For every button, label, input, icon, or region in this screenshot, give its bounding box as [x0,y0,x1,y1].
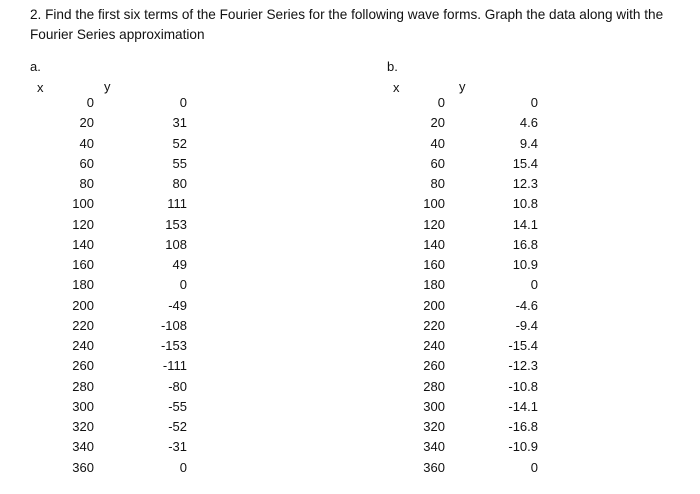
y-value-cell: -52 [168,419,187,435]
x-value-cell: 280 [423,378,445,394]
y-value-cell: -15.4 [508,338,538,354]
table-row [421,174,538,194]
table-row [421,215,538,235]
x-value-cell: 140 [72,236,94,252]
part-b-label: b. [387,59,398,74]
table-row [421,194,538,214]
y-value-cell: 15.4 [512,155,538,171]
x-value-cell: 180 [423,277,445,293]
y-value-cell: 0 [530,95,538,111]
x-value-cell: 240 [423,338,445,354]
y-value-cell: -31 [168,439,187,455]
y-value-cell: -9.4 [515,317,538,333]
x-value-cell: 0 [86,95,94,111]
x-value-cell: 160 [72,257,94,273]
y-value-cell: 55 [172,155,187,171]
y-value-cell: -80 [168,378,187,394]
table-row [421,336,538,356]
table-row [421,113,538,133]
x-value-cell: 300 [72,398,94,414]
y-value-cell: -55 [168,398,187,414]
x-value-cell: 120 [423,216,445,232]
x-value-cell: 80 [430,176,445,192]
y-value-cell: -12.3 [508,358,538,374]
y-value-cell: 12.3 [512,176,538,192]
x-value-cell: 300 [423,398,445,414]
x-value-cell: 200 [72,297,94,313]
y-value-cell: -10.9 [508,439,538,455]
table-row [64,316,187,336]
x-value-cell: 160 [423,257,445,273]
x-value-cell: 220 [423,317,445,333]
table-row [64,134,187,154]
x-value-cell: 240 [72,338,94,354]
question-text: 2. Find the first six terms of the Fourier Series for the following wave forms. Graph the data along with the Fourier Series approximation [30,7,664,42]
table-row [421,93,538,113]
x-value-cell: 340 [72,439,94,455]
table-row [64,275,187,295]
table-row [64,194,187,214]
x-value-cell: 100 [423,196,445,212]
x-value-cell: 0 [437,95,445,111]
x-value-cell: 20 [430,115,445,131]
y-value-cell: 14.1 [512,216,538,232]
table-row [64,215,187,235]
table-row [421,397,538,417]
table-row [64,437,187,457]
part-a-y-header: y [104,79,111,94]
table-row [421,437,538,457]
table-row [64,356,187,376]
x-value-cell: 280 [72,378,94,394]
table-row [64,154,187,174]
y-value-cell: -111 [162,358,187,374]
y-value-cell: 0 [530,277,538,293]
y-value-cell: 0 [530,459,538,475]
x-value-cell: 320 [423,419,445,435]
part-b-data-table [421,93,538,478]
x-value-cell: 60 [430,155,445,171]
y-value-cell: -49 [168,297,187,313]
part-a-label: a. [30,59,41,74]
table-row [64,377,187,397]
y-value-cell: 0 [179,95,187,111]
table-row [64,458,187,478]
x-value-cell: 360 [423,459,445,475]
table-row [64,235,187,255]
table-row [64,296,187,316]
x-value-cell: 40 [430,135,445,151]
y-value-cell: 80 [172,176,187,192]
part-b-y-header: y [459,79,466,94]
y-value-cell: 52 [172,135,187,151]
x-value-cell: 180 [72,277,94,293]
table-row [421,134,538,154]
y-value-cell: 31 [172,115,187,131]
x-value-cell: 340 [423,439,445,455]
table-row [421,154,538,174]
y-value-cell: -16.8 [508,419,538,435]
y-value-cell: 9.4 [519,135,538,151]
table-row [421,316,538,336]
y-value-cell: 153 [165,216,187,232]
x-value-cell: 260 [72,358,94,374]
table-row [421,458,538,478]
y-value-cell: 16.8 [512,236,538,252]
table-row [64,397,187,417]
y-value-cell: 108 [165,236,187,252]
table-row [64,113,187,133]
table-row [64,93,187,113]
y-value-cell: -4.6 [515,297,538,313]
x-value-cell: 80 [79,176,94,192]
table-row [421,417,538,437]
y-value-cell: 111 [167,196,187,212]
x-value-cell: 220 [72,317,94,333]
y-value-cell: -14.1 [508,398,538,414]
table-row [421,275,538,295]
table-row [421,377,538,397]
x-value-cell: 20 [79,115,94,131]
x-value-cell: 40 [79,135,94,151]
y-value-cell: 4.6 [519,115,538,131]
x-value-cell: 200 [423,297,445,313]
table-row [64,174,187,194]
x-value-cell: 100 [72,196,94,212]
x-value-cell: 140 [423,236,445,252]
table-row [64,255,187,275]
part-a-data-table [64,93,187,478]
x-value-cell: 120 [72,216,94,232]
table-row [64,417,187,437]
y-value-cell: -153 [160,338,187,354]
table-row [421,255,538,275]
x-value-cell: 320 [72,419,94,435]
y-value-cell: 49 [172,257,187,273]
y-value-cell: 10.8 [512,196,538,212]
x-value-cell: 360 [72,459,94,475]
x-value-cell: 60 [79,155,94,171]
y-value-cell: -10.8 [508,378,538,394]
table-row [64,336,187,356]
y-value-cell: -108 [160,317,187,333]
x-value-cell: 260 [423,358,445,374]
part-b-x-header: x [393,80,400,95]
table-row [421,296,538,316]
table-row [421,235,538,255]
y-value-cell: 10.9 [512,257,538,273]
y-value-cell: 0 [179,277,187,293]
part-a-x-header: x [37,80,44,95]
y-value-cell: 0 [179,459,187,475]
table-row [421,356,538,376]
